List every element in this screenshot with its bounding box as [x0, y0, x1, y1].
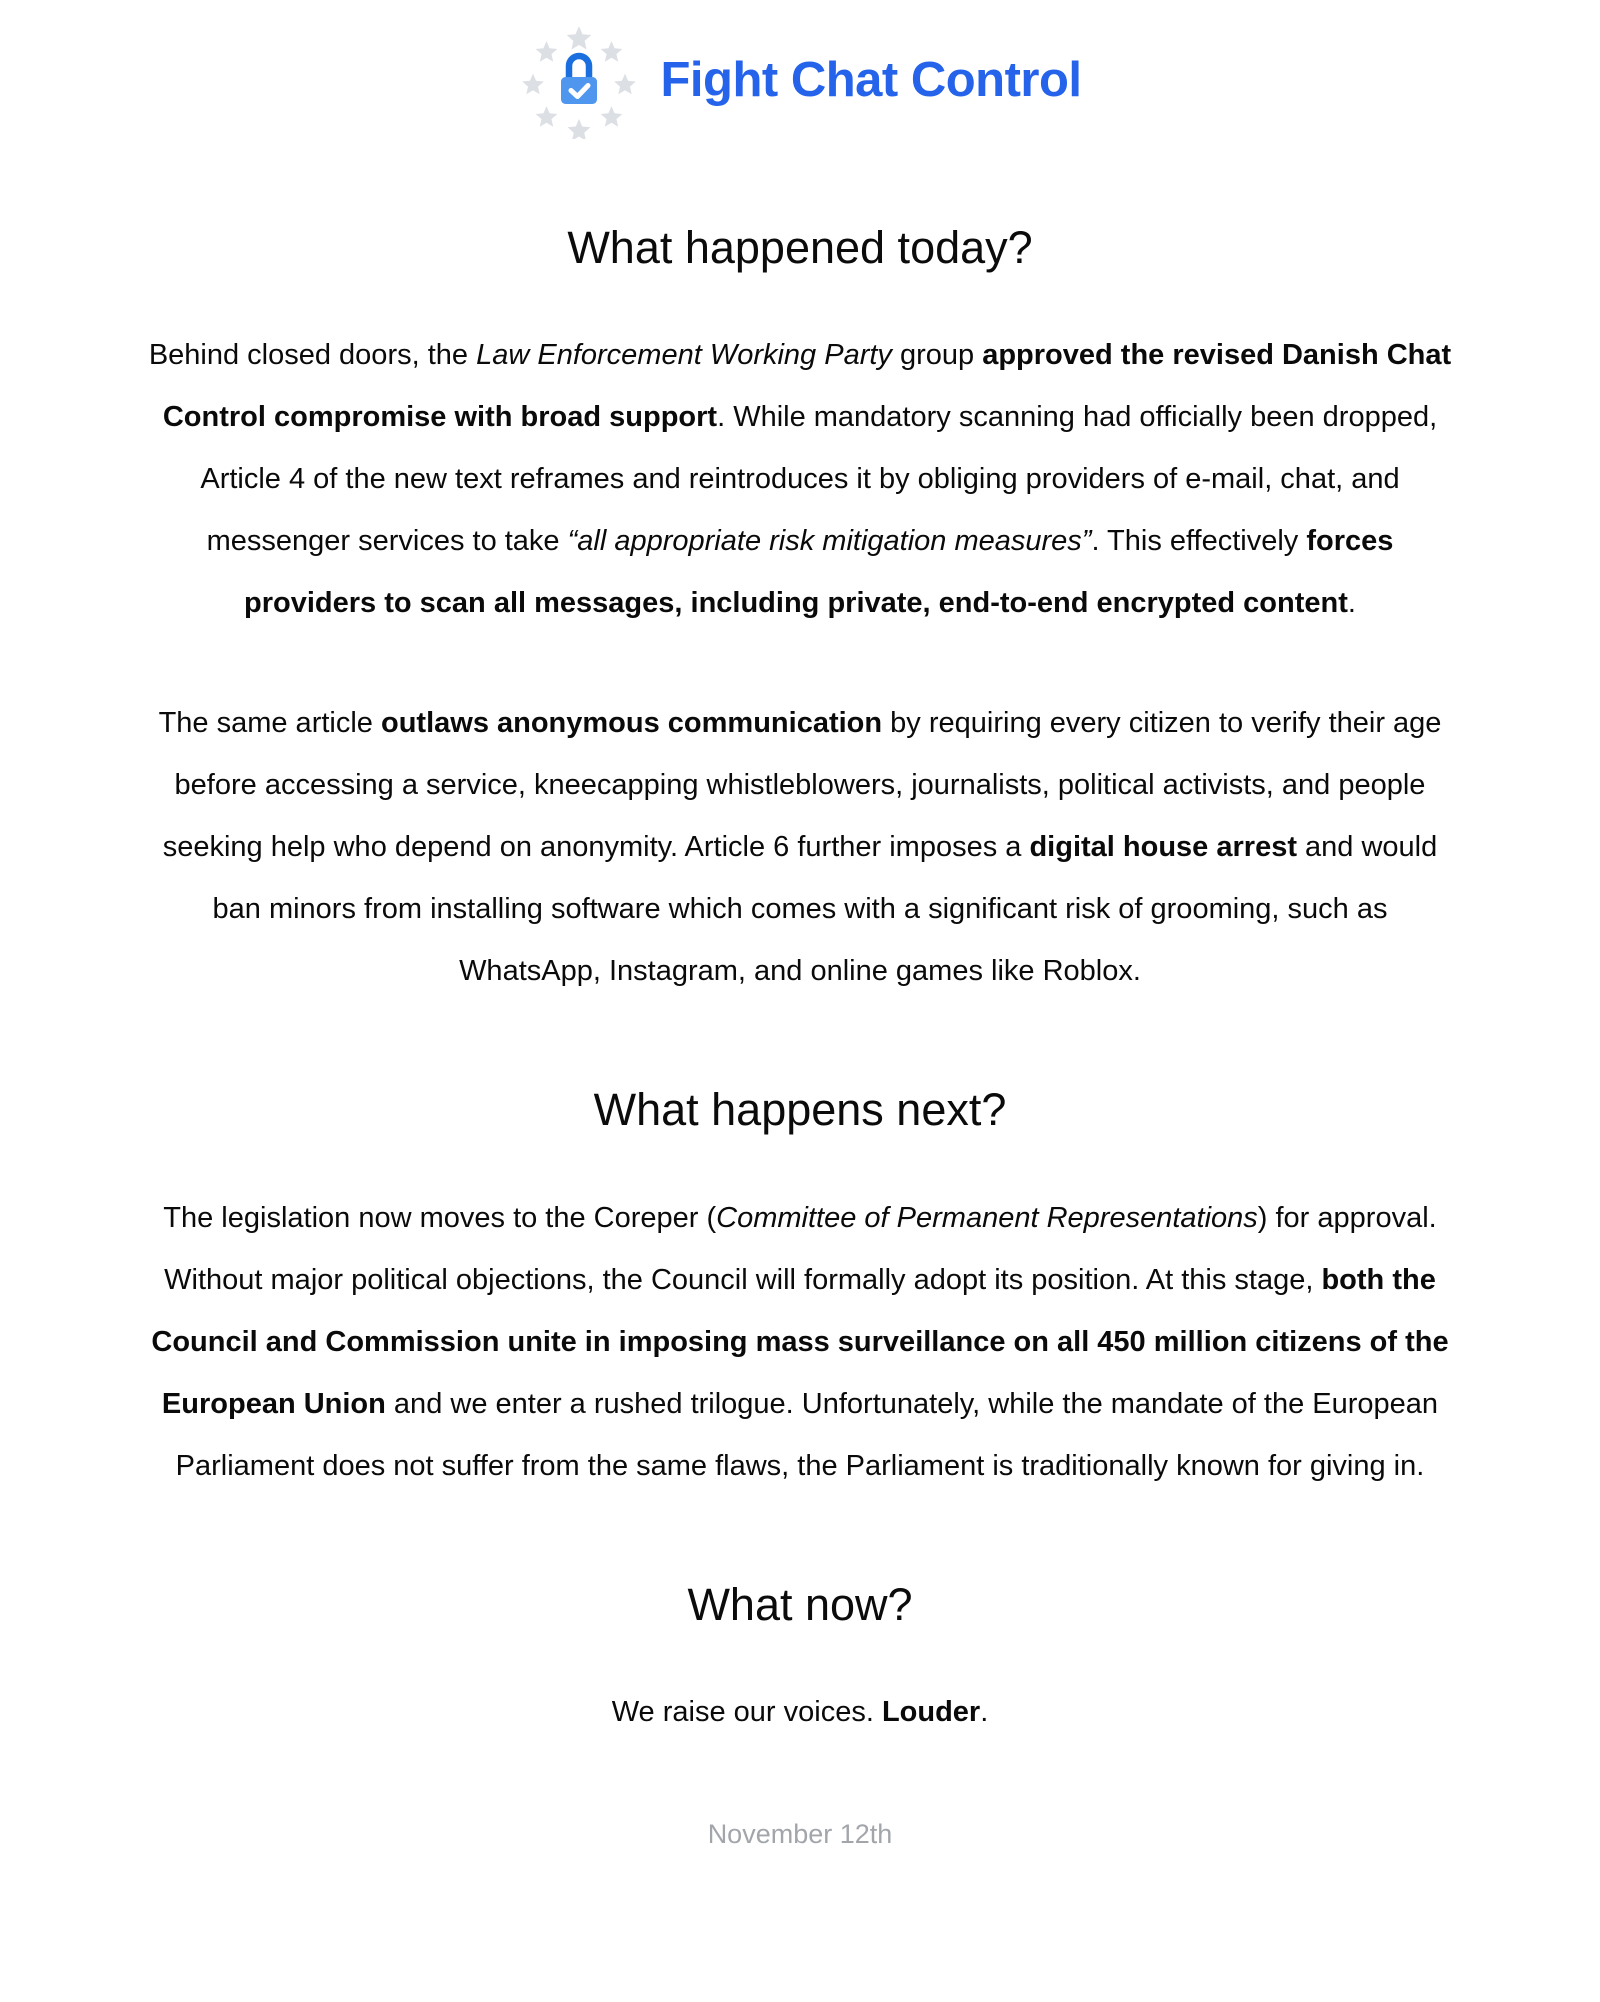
lock-with-eu-stars-icon [518, 27, 640, 139]
section-heading-what-now: What now? [687, 1578, 913, 1630]
article-content [145, 220, 1455, 1850]
paragraph-lewp-approval: Behind closed doors, the Law Enforcement Working Party group approved the revised Danish Chat Control compromise with broad support. While mandatory scanning had officially been dropped, Article 4 of the new text reframes and reintroduces it by obliging providers of e-mail, chat, and messenger services to take “all appropriate risk mitigation measures”. This effectively forces providers to scan all messages, including private, end-to-end encrypted content. [148, 339, 1452, 620]
paragraph-anonymous-communication: The same article outlaws anonymous communication by requiring every citizen to verify their age before accessing a service, kneecapping whistleblowers, journalists, political activists, and people seeking help who depend on anonymity. Article 6 further imposes a digital house arrest and would ban minors from installing software which comes with a significant risk of grooming, such as WhatsApp, Instagram, and online games like Roblox. [158, 707, 1442, 988]
section-heading-what-happens-next: What happens next? [593, 1084, 1007, 1136]
section-heading-what-happened-today: What happened today? [567, 222, 1033, 273]
date-footer: November 12th [707, 1818, 893, 1849]
paragraph-raise-voices: We raise our voices. Louder. [611, 1695, 989, 1728]
site-logo[interactable] [0, 26, 1600, 140]
paragraph-coreper-next-steps: The legislation now moves to the Coreper (Committee of Permanent Representations) for approval. Without major political objections, the Council will formally adopt its position. At this stage, both the Council and Commission unite in imposing mass surveillance on all 450 million citizens of the European Union and we enter a rushed trilogue. Unfortunately, while the mandate of the European Parliament does not suffer from the same flaws, the Parliament is traditionally known for giving in. [151, 1201, 1449, 1482]
lock-body [561, 77, 597, 104]
lock-with-eu-stars-icon [518, 27, 640, 139]
site-title: Fight Chat Control [660, 52, 1082, 107]
